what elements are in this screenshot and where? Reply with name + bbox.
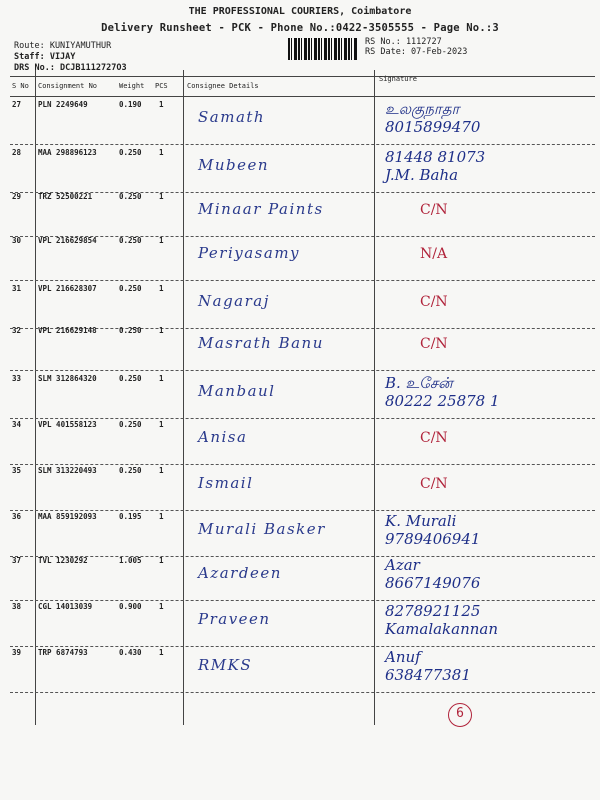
row-consignee: Murali Basker xyxy=(198,520,326,538)
row-pcs: 1 xyxy=(159,466,164,475)
row-sno: 39 xyxy=(12,648,22,657)
row-signature: C/N xyxy=(420,202,448,218)
row-divider xyxy=(10,510,595,511)
row-sno: 32 xyxy=(12,326,22,335)
row-sno: 34 xyxy=(12,420,22,429)
col-divider xyxy=(374,70,375,725)
row-consignee: Manbaul xyxy=(198,382,276,400)
row-sno: 29 xyxy=(12,192,22,201)
row-signature: C/N xyxy=(420,430,448,446)
col-header-pcs: PCS xyxy=(155,82,168,90)
row-consignee: RMKS xyxy=(198,656,253,674)
row-pcs: 1 xyxy=(159,512,164,521)
row-divider xyxy=(10,236,595,237)
row-pcs: 1 xyxy=(159,148,164,157)
row-divider xyxy=(10,418,595,419)
route-label: Route: KUNIYAMUTHUR xyxy=(14,41,112,51)
row-signature-note: 8015899470 xyxy=(385,118,481,136)
row-weight: 0.250 xyxy=(119,192,142,201)
row-weight: 1.005 xyxy=(119,556,142,565)
row-consignment: TRP 6874793 xyxy=(38,648,88,657)
row-pcs: 1 xyxy=(159,192,164,201)
rs-number: RS No.: 1112727 xyxy=(365,37,442,47)
row-weight: 0.195 xyxy=(119,512,142,521)
row-weight: 0.250 xyxy=(119,374,142,383)
row-divider xyxy=(10,556,595,557)
row-consignment: SLM 312864320 xyxy=(38,374,97,383)
row-signature: Azar xyxy=(385,556,420,574)
row-consignee: Azardeen xyxy=(198,564,282,582)
row-signature: K. Murali xyxy=(385,512,457,530)
row-signature-note: 9789406941 xyxy=(385,530,481,548)
row-pcs: 1 xyxy=(159,326,164,335)
row-pcs: 1 xyxy=(159,556,164,565)
row-signature: உலகுநாதா xyxy=(385,100,460,118)
row-weight: 0.250 xyxy=(119,148,142,157)
row-consignee: Mubeen xyxy=(198,156,270,174)
row-divider xyxy=(10,144,595,145)
row-divider xyxy=(10,192,595,193)
row-sno: 36 xyxy=(12,512,22,521)
row-consignment: PLN 2249649 xyxy=(38,100,88,109)
row-weight: 0.250 xyxy=(119,420,142,429)
row-signature: C/N xyxy=(420,476,448,492)
col-header-consignment: Consignment No xyxy=(38,82,98,90)
row-signature: B. உசேன் xyxy=(385,374,453,392)
row-weight: 0.430 xyxy=(119,648,142,657)
row-pcs: 1 xyxy=(159,100,164,109)
row-consignee: Nagaraj xyxy=(198,292,270,310)
row-pcs: 1 xyxy=(159,420,164,429)
row-weight: 0.250 xyxy=(119,236,142,245)
row-sno: 28 xyxy=(12,148,22,157)
row-signature: N/A xyxy=(420,246,448,262)
col-header-signature: Signature xyxy=(379,75,417,83)
col-divider xyxy=(35,70,36,725)
row-weight: 0.190 xyxy=(119,100,142,109)
row-consignee: Anisa xyxy=(198,428,248,446)
row-consignment: VPL 216629148 xyxy=(38,326,97,335)
row-signature: C/N xyxy=(420,336,448,352)
row-signature-note: 638477381 xyxy=(385,666,471,684)
row-consignment: TRZ 52500221 xyxy=(38,192,93,201)
row-weight: 0.250 xyxy=(119,466,142,475)
row-consignment: MAA 859192093 xyxy=(38,512,97,521)
row-consignment: TVL 1230292 xyxy=(38,556,88,565)
row-consignee: Masrath Banu xyxy=(198,334,324,352)
row-divider xyxy=(10,280,595,281)
col-header-weight: Weight xyxy=(119,82,145,90)
barcode xyxy=(288,38,358,60)
row-consignment: VPL 216629854 xyxy=(38,236,97,245)
row-divider xyxy=(10,464,595,465)
row-divider xyxy=(10,370,595,371)
row-consignment: MAA 298896123 xyxy=(38,148,97,157)
row-pcs: 1 xyxy=(159,284,164,293)
row-sno: 33 xyxy=(12,374,22,383)
header-subtitle: Delivery Runsheet - PCK - Phone No.:0422-3505555 - Page No.:3 xyxy=(101,22,499,34)
row-signature-note: J.M. Baha xyxy=(385,166,459,184)
row-signature-note: 8667149076 xyxy=(385,574,481,592)
row-weight: 0.250 xyxy=(119,284,142,293)
row-sno: 37 xyxy=(12,556,22,565)
row-pcs: 1 xyxy=(159,374,164,383)
row-consignment: VPL 401558123 xyxy=(38,420,97,429)
col-header-sno: S No xyxy=(12,82,29,90)
row-weight: 0.900 xyxy=(119,602,142,611)
row-signature-note: Kamalakannan xyxy=(385,620,499,638)
drs-label: DRS No.: DCJB1112727O3 xyxy=(14,63,127,73)
row-pcs: 1 xyxy=(159,236,164,245)
col-header-consignee: Consignee Details xyxy=(187,82,259,90)
row-sno: 27 xyxy=(12,100,22,109)
row-pcs: 1 xyxy=(159,602,164,611)
col-divider xyxy=(183,70,184,725)
row-sno: 30 xyxy=(12,236,22,245)
staff-label: Staff: VIJAY xyxy=(14,52,76,62)
row-pcs: 1 xyxy=(159,648,164,657)
row-signature: 8278921125 xyxy=(385,602,481,620)
row-sno: 35 xyxy=(12,466,22,475)
row-sno: 38 xyxy=(12,602,22,611)
row-divider xyxy=(10,328,595,329)
row-signature-note: 80222 25878 1 xyxy=(385,392,500,410)
row-consignee: Samath xyxy=(198,108,266,126)
header-rule-bottom xyxy=(10,96,595,97)
row-consignee: Praveen xyxy=(198,610,271,628)
header-rule xyxy=(10,76,595,77)
row-consignee: Minaar Paints xyxy=(198,200,324,218)
row-consignee: Periyasamy xyxy=(198,244,301,262)
page-mark-circle: 6 xyxy=(448,703,472,727)
row-signature: 81448 81073 xyxy=(385,148,486,166)
row-divider xyxy=(10,600,595,601)
row-divider xyxy=(10,692,595,693)
header-title: THE PROFESSIONAL COURIERS, Coimbatore xyxy=(188,6,412,17)
row-signature: C/N xyxy=(420,294,448,310)
row-consignment: CGL 14013039 xyxy=(38,602,93,611)
row-sno: 31 xyxy=(12,284,22,293)
row-consignee: Ismail xyxy=(198,474,254,492)
rs-date: RS Date: 07-Feb-2023 xyxy=(365,47,468,57)
row-signature: Anuf xyxy=(385,648,421,666)
row-divider xyxy=(10,646,595,647)
row-weight: 0.250 xyxy=(119,326,142,335)
row-consignment: VPL 216628307 xyxy=(38,284,97,293)
row-consignment: SLM 313220493 xyxy=(38,466,97,475)
